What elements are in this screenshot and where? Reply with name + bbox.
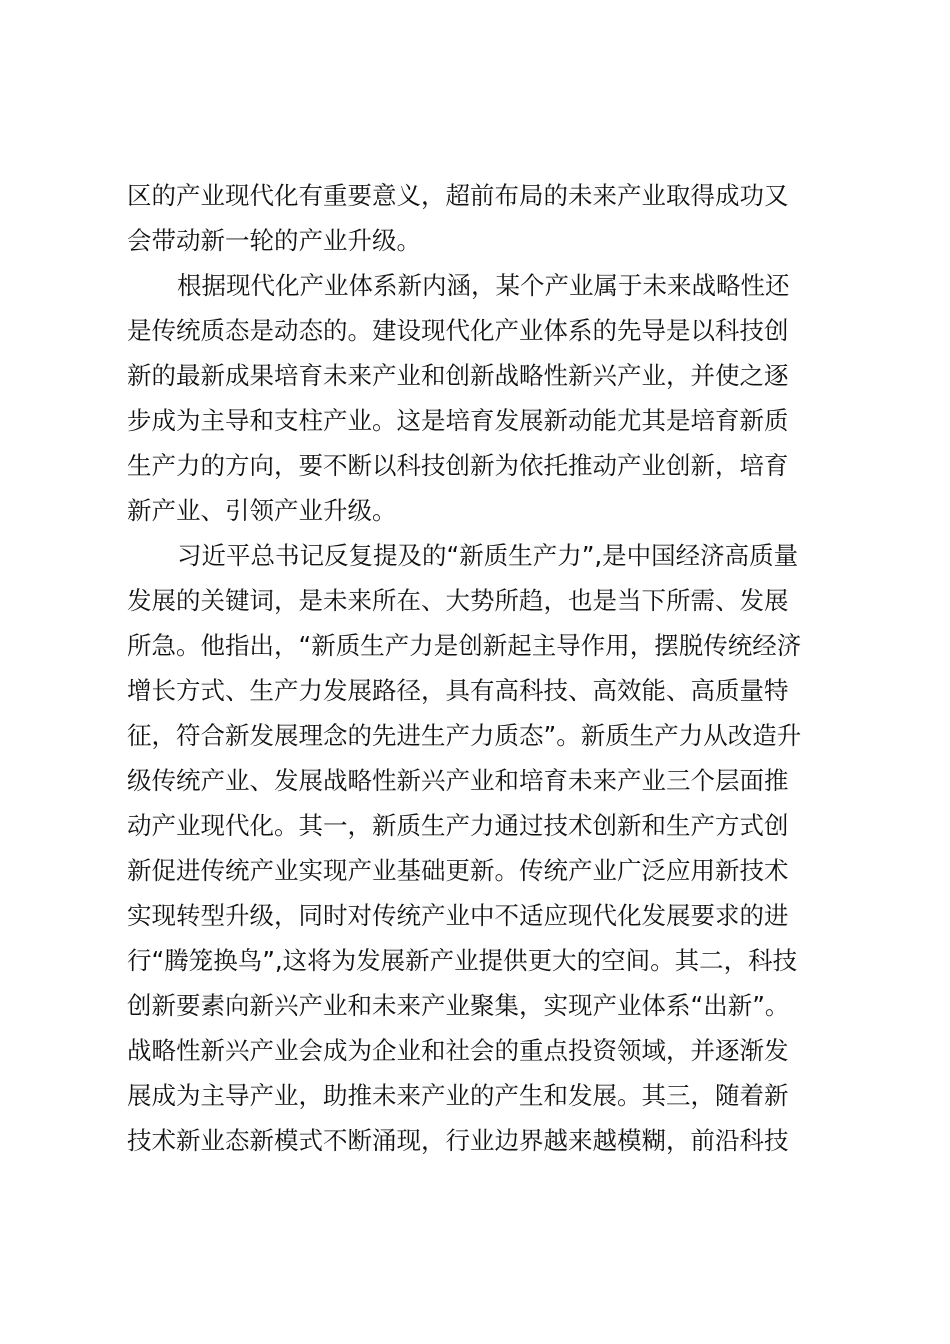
text-line: 动产业现代化。其一，新质生产力通过技术创新和生产方式创 xyxy=(127,811,789,840)
text-line: 根据现代化产业体系新内涵，某个产业属于未来战略性还 xyxy=(177,271,790,300)
text-line: 所急。他指出，“新质生产力是创新起主导作用，摆脱传统经济 xyxy=(127,631,802,660)
text-line: 新促进传统产业实现产业基础更新。传统产业广泛应用新技术 xyxy=(127,856,789,885)
text-line: 战略性新兴产业会成为企业和社会的重点投资领域，并逐渐发 xyxy=(127,1036,789,1065)
text-line: 级传统产业、发展战略性新兴产业和培育未来产业三个层面推 xyxy=(127,766,789,795)
text-line: 实现转型升级，同时对传统产业中不适应现代化发展要求的进 xyxy=(127,901,789,930)
text-line: 习近平总书记反复提及的“新质生产力”,是中国经济高质量 xyxy=(177,541,799,570)
text-line: 新的最新成果培育未来产业和创新战略性新兴产业，并使之逐 xyxy=(127,361,789,390)
text-line: 新产业、引领产业升级。 xyxy=(127,496,397,525)
text-line: 技术新业态新模式不断涌现，行业边界越来越模糊，前沿科技 xyxy=(127,1126,789,1155)
paragraph-2 xyxy=(127,263,827,533)
text-line: 创新要素向新兴产业和未来产业聚集，实现产业体系“出新”。 xyxy=(127,991,790,1020)
text-line: 行“腾笼换鸟”,这将为发展新产业提供更大的空间。其二，科技 xyxy=(127,946,798,975)
text-line: 生产力的方向，要不断以科技创新为依托推动产业创新，培育 xyxy=(127,451,789,480)
paragraph-3 xyxy=(127,533,827,1163)
text-line: 会带动新一轮的产业升级。 xyxy=(127,226,421,255)
text-line: 是传统质态是动态的。建设现代化产业体系的先导是以科技创 xyxy=(127,316,789,345)
text-line: 展成为主导产业，助推未来产业的产生和发展。其三，随着新 xyxy=(127,1081,789,1110)
text-line: 步成为主导和支柱产业。这是培育发展新动能尤其是培育新质 xyxy=(127,406,789,435)
body-text xyxy=(127,173,827,1163)
paragraph-1 xyxy=(127,173,827,263)
text-line: 发展的关键词，是未来所在、大势所趋，也是当下所需、发展 xyxy=(127,586,789,615)
text-line: 增长方式、生产力发展路径，具有高科技、高效能、高质量特 xyxy=(127,676,789,705)
text-line: 征，符合新发展理念的先进生产力质态”。新质生产力从改造升 xyxy=(127,721,802,750)
text-line: 区的产业现代化有重要意义，超前布局的未来产业取得成功又 xyxy=(127,181,789,210)
